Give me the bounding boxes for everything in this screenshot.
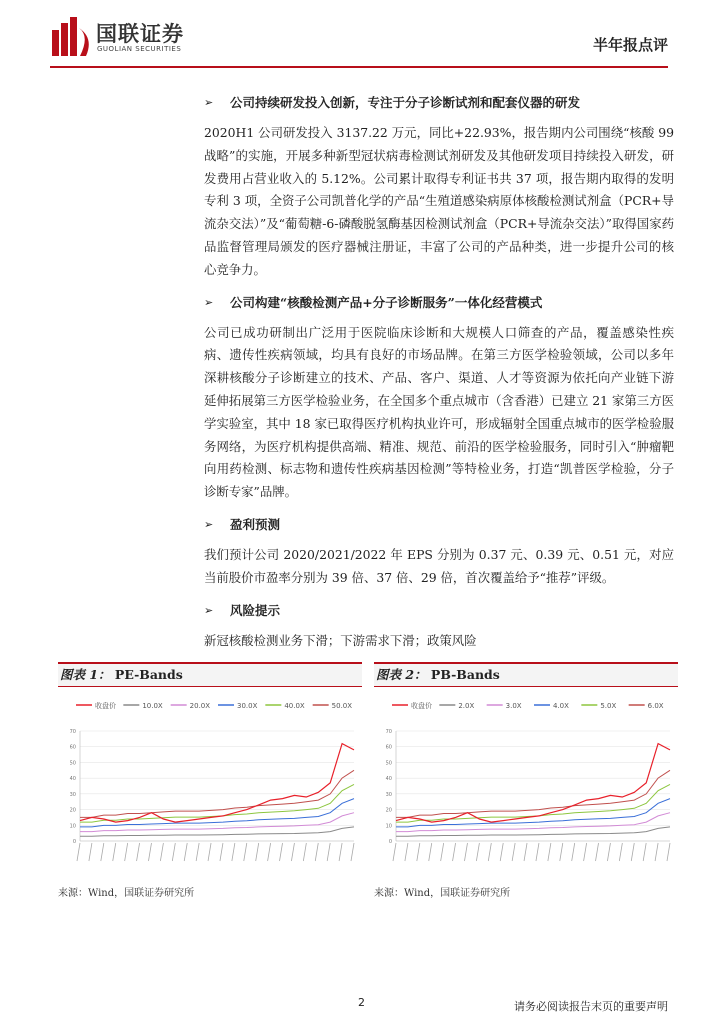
x-tick-mark xyxy=(172,843,175,861)
section-heading-forecast xyxy=(204,516,674,534)
company-logo xyxy=(50,14,225,58)
x-tick-mark xyxy=(184,843,187,861)
x-tick-mark xyxy=(208,843,211,861)
x-tick-mark xyxy=(453,843,456,861)
x-tick-mark xyxy=(77,843,80,861)
logo-mark-icon xyxy=(50,14,92,58)
section-heading-risk xyxy=(204,602,674,620)
x-tick-mark xyxy=(327,843,330,861)
x-tick-mark xyxy=(572,843,575,861)
x-tick-mark xyxy=(548,843,551,861)
x-tick-mark xyxy=(596,843,599,861)
y-tick-label: 0 xyxy=(388,839,392,845)
section-heading-rd xyxy=(204,94,674,112)
x-tick-mark xyxy=(584,843,587,861)
x-tick-mark xyxy=(667,843,670,861)
report-type-label: 半年报点评 xyxy=(592,36,668,54)
x-tick-mark xyxy=(524,843,527,861)
x-tick-mark xyxy=(500,843,503,861)
x-tick-mark xyxy=(405,843,408,861)
y-tick-label: 60 xyxy=(385,744,392,751)
figure-label: 图表 2： xyxy=(376,667,427,682)
y-tick-label: 60 xyxy=(69,744,76,751)
legend-label: 40.0X xyxy=(284,702,305,710)
x-tick-mark xyxy=(643,843,646,861)
x-tick-mark xyxy=(464,843,467,861)
figure-label: 图表 1： xyxy=(60,667,111,682)
report-body xyxy=(204,82,674,652)
x-tick-mark xyxy=(560,843,563,861)
legend-label: 3.0X xyxy=(505,702,522,710)
page-number: 2 xyxy=(358,996,365,1009)
x-tick-mark xyxy=(232,843,235,861)
x-tick-mark xyxy=(160,843,163,861)
series-line xyxy=(80,799,354,827)
figure-source: 来源：Wind，国联证券研究所 xyxy=(374,888,511,899)
x-tick-mark xyxy=(113,843,116,861)
x-tick-mark xyxy=(291,843,294,861)
bullet-arrow-icon: ➢ xyxy=(204,517,214,531)
x-tick-mark xyxy=(125,843,128,861)
bullet-arrow-icon: ➢ xyxy=(204,96,214,109)
legend-label: 2.0X xyxy=(458,702,475,710)
section-paragraph: 2020H1 公司研发投入 3137.22 万元，同比+22.93%，报告期内公司围绕“核酸 99 战略”的实施，开展多种新型冠状病毒检测试剂研发及其他研发项目持续投入研发，研发费用占营业收入的 5.12%。公司累计取得专利证书共 37 项，报告期内取得的发明专利 3 项，全资子公司凯普化学的产品“生殖道感染病原体核酸检测试剂盒（PCR+导流杂交法）”及“葡萄糖-6-磷酸脱氢酶基因检测试剂盒（PCR+导流杂交法）”取得国家药品监督管理局颁发的医疗器械注册证，丰富了公司的产品种类，进一步提升公司的核心竞争力。 xyxy=(204,125,674,277)
pe-bands-chart xyxy=(58,691,362,871)
section-paragraph: 公司已成功研制出广泛用于医院临床诊断和大规模人口筛查的产品，覆盖感染性疾病、遗传性疾病领域，均具有良好的市场品牌。在第三方医学检验领域，公司以多年深耕核酸分子诊断建立的技术、产品、客户、渠道、人才等资源为依托向产业链下游延伸拓展第三方医学检验业务，在全国多个重点城市（含香港）已建立 21 家第三方医学实验室，其中 18 家已取得医疗机构执业许可，形成辐射全国重点城市的医学检验服务网络，为医疗机构提供高端、精准、规范、前沿的医学检验服务，同时引入“肿瘤靶向用药检测、标志物和遗传性疾病基因检测”等特检业务，打造“凯普医学检验，分子诊断专家”品牌。 xyxy=(204,324,674,500)
x-tick-mark xyxy=(607,843,610,861)
y-tick-label: 70 xyxy=(69,729,76,735)
y-tick-label: 30 xyxy=(69,791,76,798)
footer-disclaimer: 请务必阅读报告末页的重要声明 xyxy=(514,1000,668,1013)
x-tick-mark xyxy=(101,843,104,861)
figure-source: 来源：Wind，国联证券研究所 xyxy=(58,888,195,899)
x-tick-mark xyxy=(536,843,539,861)
section-heading-business-model xyxy=(204,294,674,312)
legend-label: 50.0X xyxy=(331,702,353,710)
figure-pe-bands xyxy=(58,662,362,871)
x-tick-mark xyxy=(256,843,259,861)
x-tick-mark xyxy=(280,843,283,861)
x-tick-mark xyxy=(488,843,491,861)
figure-name: PB-Bands xyxy=(430,667,500,682)
y-tick-label: 40 xyxy=(69,776,76,783)
section-paragraph: 新冠核酸检测业务下滑；下游需求下滑；政策风险 xyxy=(204,632,477,648)
y-tick-label: 20 xyxy=(69,807,76,814)
legend-label: 收盘价 xyxy=(411,702,432,710)
x-tick-mark xyxy=(303,843,306,861)
x-tick-mark xyxy=(631,843,634,861)
x-tick-mark xyxy=(655,843,658,861)
x-tick-mark xyxy=(339,843,342,861)
bullet-arrow-icon: ➢ xyxy=(204,295,214,309)
x-tick-mark xyxy=(393,843,396,861)
section-paragraph: 我们预计公司 2020/2021/2022 年 EPS 分别为 0.37 元、0.39 元、0.51 元，对应当前股价市盈率分别为 39 倍、37 倍、29 倍，首次覆盖给予“推荐”评级。 xyxy=(204,546,674,585)
pb-bands-chart xyxy=(374,691,678,871)
figure-title-bar xyxy=(374,662,678,687)
x-tick-mark xyxy=(196,843,199,861)
x-tick-mark xyxy=(148,843,151,861)
y-tick-label: 50 xyxy=(69,760,76,767)
x-tick-mark xyxy=(268,843,271,861)
y-tick-label: 70 xyxy=(385,729,392,735)
logo-chinese-name: 国联证券 xyxy=(96,22,184,46)
x-tick-mark xyxy=(351,843,354,861)
series-line xyxy=(396,799,670,827)
x-tick-mark xyxy=(244,843,247,861)
x-tick-mark xyxy=(476,843,479,861)
figure-name: PE-Bands xyxy=(114,667,183,682)
logo-english-name: GUOLIAN SECURITIES xyxy=(97,45,182,53)
legend-label: 收盘价 xyxy=(95,702,116,710)
y-tick-label: 10 xyxy=(385,823,392,830)
legend-label: 20.0X xyxy=(189,702,211,710)
x-tick-mark xyxy=(512,843,515,861)
legend-label: 30.0X xyxy=(237,702,258,710)
bullet-arrow-icon: ➢ xyxy=(204,603,214,617)
figure-pb-bands xyxy=(374,662,678,871)
section-title: 公司持续研发投入创新，专注于分子诊断试剂和配套仪器的研发 xyxy=(230,95,581,110)
legend-label: 4.0X xyxy=(553,702,569,710)
legend-label: 6.0X xyxy=(647,702,664,710)
y-tick-label: 30 xyxy=(385,791,392,798)
y-tick-label: 0 xyxy=(72,839,76,845)
y-tick-label: 10 xyxy=(69,823,76,830)
y-tick-label: 40 xyxy=(385,776,392,783)
section-title: 盈利预测 xyxy=(230,516,281,532)
section-title: 公司构建“核酸检测产品+分子诊断服务”一体化经营模式 xyxy=(230,294,543,310)
x-tick-mark xyxy=(429,843,432,861)
figure-title-bar xyxy=(58,662,362,687)
section-title: 风险提示 xyxy=(230,602,281,618)
x-tick-mark xyxy=(220,843,223,861)
x-tick-mark xyxy=(619,843,622,861)
x-tick-mark xyxy=(315,843,318,861)
x-tick-mark xyxy=(441,843,444,861)
y-tick-label: 20 xyxy=(385,807,392,814)
x-tick-mark xyxy=(137,843,140,861)
x-tick-mark xyxy=(417,843,420,861)
y-tick-label: 50 xyxy=(385,760,392,767)
x-tick-mark xyxy=(89,843,92,861)
page-header xyxy=(0,0,724,70)
legend-label: 10.0X xyxy=(142,702,163,710)
legend-label: 5.0X xyxy=(600,702,617,710)
header-divider xyxy=(50,66,668,68)
